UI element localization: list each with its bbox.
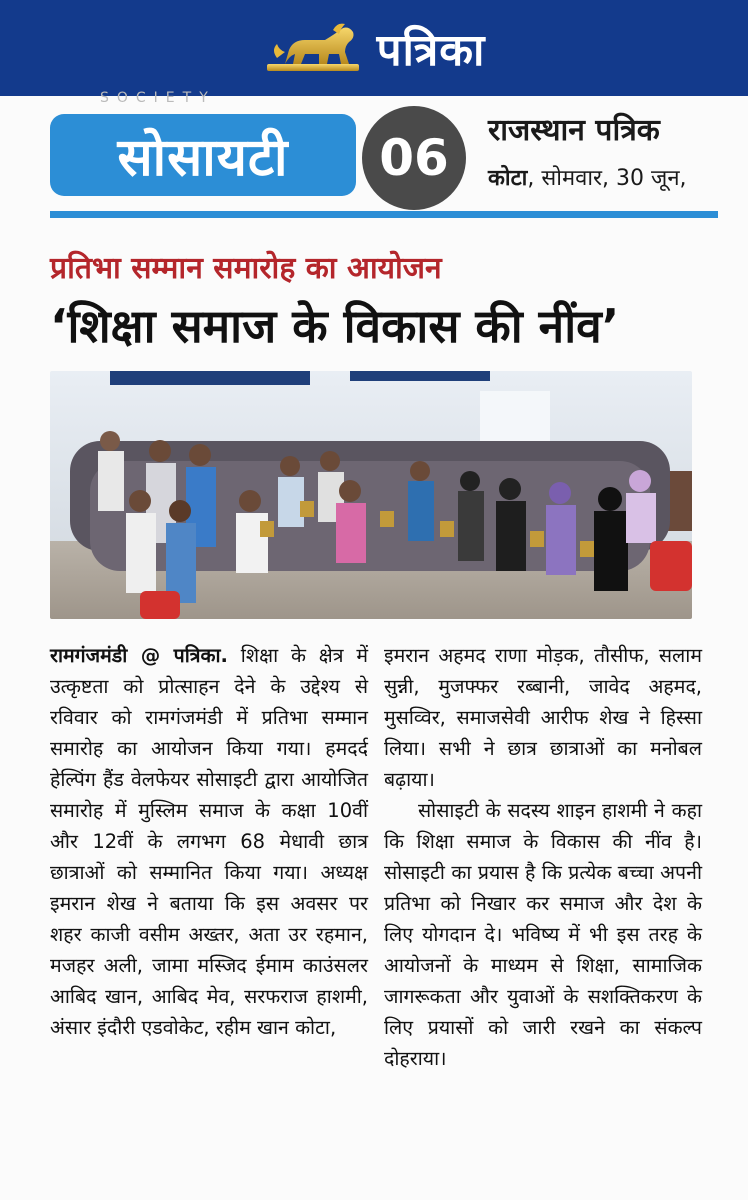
header-rule xyxy=(50,211,718,218)
group-photo xyxy=(50,371,692,619)
article-paragraph-2: इमरान अहमद राणा मोड़क, तौसीफ, सलाम सुन्नी, मुजफ्फर रब्बानी, जावेद अहमद, मुसव्विर, समाजसेवी आरीफ शेख ने हिस्सा लिया। सभी ने छात्र छात्राओं का मनोबल बढ़ाया। xyxy=(384,644,702,791)
page-number-badge xyxy=(362,106,466,210)
article-kicker: प्रतिभा सम्मान समारोह का आयोजन xyxy=(50,251,442,286)
article-paragraph-1-text: शिक्षा के क्षेत्र में उत्कृष्टता को प्रोत्साहन देने के उद्देश्य से रविवार को रामगंजमंडी में प्रतिभा सम्मान समारोह का आयोजन किया गया। हमदर्द हेल्पिंग हैंड वेलफेयर सोसाइटी द्वारा आयोजित समारोह में मुस्लिम समाज के कक्षा 10वीं और 12वीं के लगभग 68 मेधावी छात्र छात्राओं को सम्मानित किया गया। अध्यक्ष इमरान शेख ने बताया कि इस अवसर पर शहर काजी वसीम अख्तर, अता उर रहमान, मजहर अली, जामा मस्जिद ईमाम काउंसलर आबिद खान, आबिद मेव, सरफराज हाशमी, अंसार इंदौरी एडवोकेट, रहीम खान कोटा, xyxy=(50,644,368,1039)
edition-date xyxy=(488,162,687,192)
app-header xyxy=(0,0,748,96)
golden-lion-icon xyxy=(263,20,363,76)
article-paragraph-3: सोसाइटी के सदस्य शाइन हाशमी ने कहा कि शिक्षा समाज के विकास की नींव है। सोसाइटी का प्रयास है कि प्रत्येक बच्चा अपनी प्रतिभा को निखार कर समाज और देश के लिए योगदान दे। भविष्य में भी इस तरह के आयोजनों के माध्यम से शिक्षा, सामाजिक जागरूकता और युवाओं के सशक्तिकरण के लिए प्रयासों को जारी रखने का संकल्प दोहराया। xyxy=(384,799,702,1070)
edition-date-text: , सोमवार, 30 जून, xyxy=(527,166,687,191)
edition-city: कोटा xyxy=(488,166,528,191)
article-column-2 xyxy=(384,640,702,1074)
section-label: सोसायटी xyxy=(117,127,289,188)
article-paragraph-1 xyxy=(50,640,368,1043)
section-tab xyxy=(50,114,356,196)
brand-title: पत्रिका xyxy=(376,25,486,76)
newspaper-clipping xyxy=(0,90,748,1200)
section-watermark: SOCIETY xyxy=(100,90,216,106)
article-column-1 xyxy=(50,640,368,1043)
article-dateline: रामगंजमंडी @ पत्रिका. xyxy=(50,644,228,667)
newspaper-name: राजस्थान पत्रिक xyxy=(488,113,660,148)
page-number: 06 xyxy=(379,129,449,187)
article-headline: ‘शिक्षा समाज के विकास की नींव’ xyxy=(50,299,620,353)
